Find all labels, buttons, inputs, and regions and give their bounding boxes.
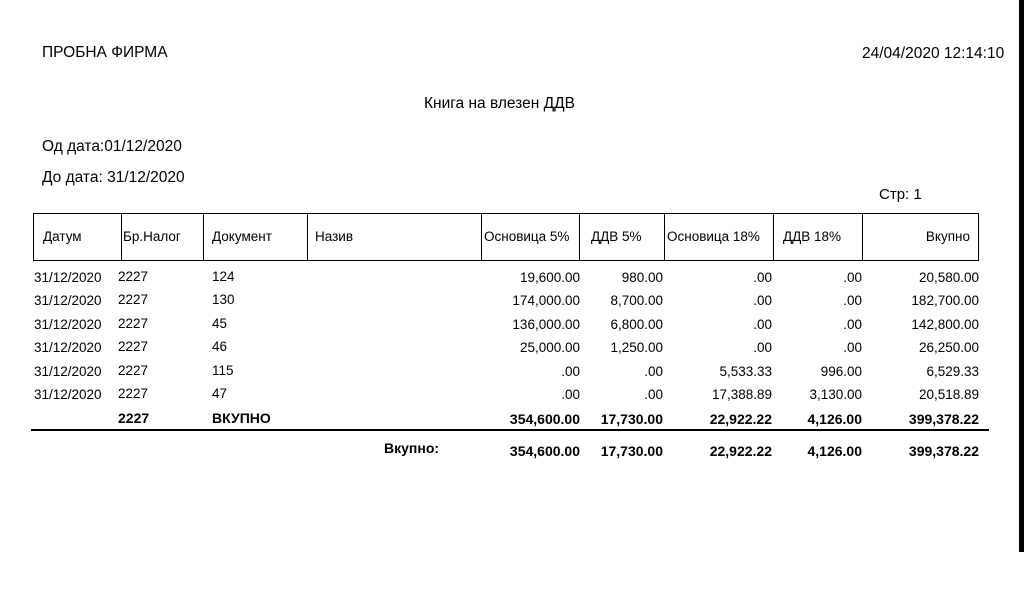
row-base18: .00 (753, 270, 772, 285)
to-date: До дата: 31/12/2020 (42, 169, 185, 186)
row-document: 124 (212, 269, 235, 284)
row-tax-no: 2227 (118, 339, 149, 354)
column-header-date: Датум (34, 214, 122, 260)
row-document: 115 (212, 363, 234, 378)
column-header-total: Вкупно (925, 229, 970, 244)
grand-total-total: 399,378.22 (908, 443, 979, 459)
row-base5: 136,000.00 (512, 317, 580, 332)
row-date: 31/12/2020 (34, 270, 102, 285)
column-header-base5: Основица 5% (482, 214, 580, 260)
subtotal-base18: 22,922.22 (709, 411, 772, 427)
grand-total-vat18: 4,126.00 (807, 443, 862, 459)
row-document: 46 (212, 339, 228, 354)
row-base5: 19,600.00 (519, 270, 580, 285)
row-vat18: 996.00 (820, 364, 862, 379)
row-vat18: .00 (843, 270, 862, 285)
row-base18: 5,533.33 (719, 364, 772, 379)
grand-total-label: Вкупно: (384, 440, 440, 456)
row-base5: 25,000.00 (519, 340, 580, 355)
row-base5: .00 (561, 364, 580, 379)
row-vat5: 980.00 (621, 270, 663, 285)
company-name: ПРОБНА ФИРМА (42, 44, 168, 61)
column-header-tax-no: Бр.Налог (122, 214, 204, 260)
row-vat5: .00 (644, 364, 663, 379)
row-date: 31/12/2020 (34, 387, 102, 402)
row-date: 31/12/2020 (34, 340, 102, 355)
row-vat5: 8,700.00 (610, 293, 663, 308)
column-header-vat18: ДДВ 18% (774, 214, 863, 260)
page-right-edge (1019, 0, 1024, 552)
row-base18: .00 (753, 317, 772, 332)
row-total: 20,518.89 (918, 387, 979, 402)
page-number: Стр: 1 (879, 186, 922, 203)
table-header (33, 213, 979, 261)
row-base5: .00 (561, 387, 580, 402)
row-date: 31/12/2020 (34, 317, 102, 332)
row-tax-no: 2227 (118, 363, 149, 378)
row-total: 20,580.00 (918, 270, 979, 285)
row-document: 47 (212, 386, 228, 401)
row-base18: 17,388.89 (711, 387, 772, 402)
row-total: 182,700.00 (911, 293, 979, 308)
column-header-document: Документ (204, 214, 308, 260)
from-date: Од дата:01/12/2020 (42, 138, 182, 155)
subtotal-base5: 354,600.00 (509, 411, 580, 427)
row-vat18: 3,130.00 (809, 387, 862, 402)
row-total: 6,529.33 (926, 364, 979, 379)
column-header-name: Назив (308, 214, 482, 260)
row-tax-no: 2227 (118, 269, 149, 284)
subtotal-total: 399,378.22 (908, 411, 979, 427)
row-vat5: 1,250.00 (610, 340, 663, 355)
row-date: 31/12/2020 (34, 364, 102, 379)
subtotal-divider (31, 429, 989, 431)
subtotal-vat5: 17,730.00 (600, 411, 663, 427)
row-document: 45 (212, 316, 228, 331)
row-date: 31/12/2020 (34, 293, 102, 308)
report-title: Книга на влезен ДДВ (424, 95, 575, 112)
row-base5: 174,000.00 (512, 293, 580, 308)
grand-total-base18: 22,922.22 (709, 443, 772, 459)
row-tax-no: 2227 (118, 316, 149, 331)
subtotal-label: ВКУПНО (212, 410, 271, 426)
subtotal-tax-no: 2227 (118, 410, 150, 426)
grand-total-base5: 354,600.00 (509, 443, 580, 459)
row-total: 142,800.00 (911, 317, 979, 332)
row-vat18: .00 (843, 317, 862, 332)
row-vat18: .00 (843, 293, 862, 308)
row-base18: .00 (753, 340, 772, 355)
row-vat5: .00 (644, 387, 663, 402)
row-vat18: .00 (843, 340, 862, 355)
row-tax-no: 2227 (118, 386, 149, 401)
row-tax-no: 2227 (118, 292, 149, 307)
row-total: 26,250.00 (918, 340, 979, 355)
subtotal-vat18: 4,126.00 (807, 411, 862, 427)
row-vat5: 6,800.00 (610, 317, 663, 332)
grand-total-vat5: 17,730.00 (600, 443, 663, 459)
column-header-vat5: ДДВ 5% (580, 214, 665, 260)
row-base18: .00 (753, 293, 772, 308)
report-datetime: 24/04/2020 12:14:10 (862, 45, 1005, 62)
row-document: 130 (212, 292, 235, 307)
column-header-base18: Основица 18% (665, 214, 774, 260)
